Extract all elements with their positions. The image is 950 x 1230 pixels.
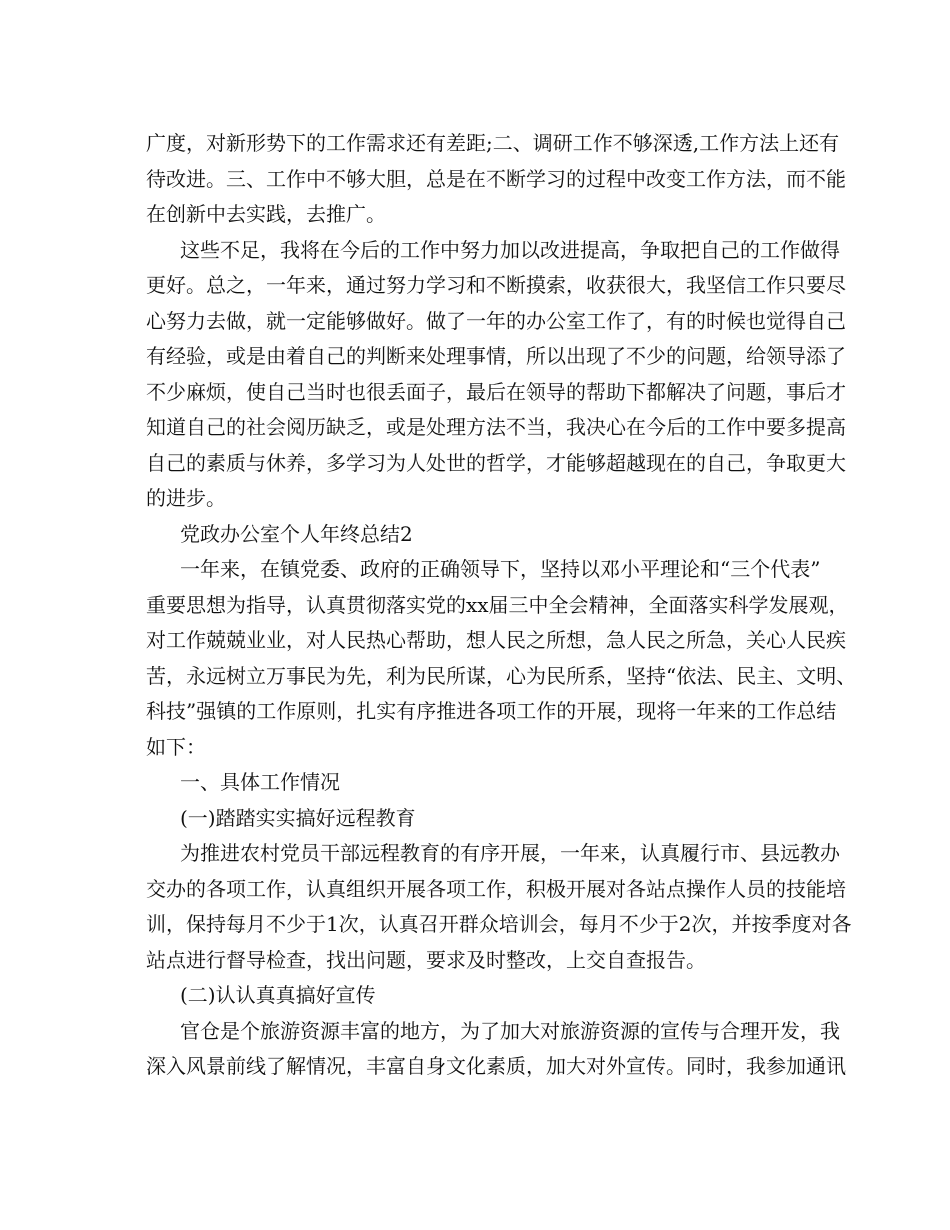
- text-line: 重要思想为指导，认真贯彻落实党的xx届三中全会精神，全面落实科学发展观，: [146, 592, 849, 617]
- text-line: 一、具体工作情况: [180, 770, 340, 794]
- text-line: 如下：: [146, 734, 206, 759]
- text-line: 广度，对新形势下的工作需求还有差距;二、调研工作不够深透,工作方法上还有: [146, 131, 840, 155]
- text-line: 科技”强镇的工作原则，扎实有序推进各项工作的开展，现将一年来的工作总结: [146, 699, 837, 723]
- text-line: 苦，永远树立万事民为先，利为民所谋，心为民所系，坚持“依法、民主、文明、: [146, 663, 857, 688]
- text-line: 不少麻烦，使自己当时也很丢面子，最后在领导的帮助下都解决了问题，事后才: [146, 379, 846, 404]
- text-line: 党政办公室个人年终总结2: [180, 521, 413, 546]
- text-line: 一年来，在镇党委、政府的正确领导下，坚持以邓小平理论和“三个代表”: [180, 557, 821, 581]
- text-line: 知道自己的社会阅历缺乏，或是处理方法不当，我决心在今后的工作中要多提高: [146, 415, 846, 439]
- text-line: 深入风景前线了解情况，丰富自身文化素质，加大对外宣传。同时，我参加通讯: [146, 1054, 846, 1078]
- document-body: [146, 126, 857, 1085]
- text-line: 这些不足，我将在今后的工作中努力加以改进提高，争取把自己的工作做得: [180, 237, 840, 262]
- text-line: 待改进。三、工作中不够大胆，总是在不断学习的过程中改变工作方法，而不能: [146, 166, 846, 191]
- text-line: 自己的素质与休养，多学习为人处世的哲学，才能够超越现在的自己，争取更大: [146, 450, 846, 475]
- text-line: 在创新中去实践，去推广。: [146, 202, 386, 226]
- text-line: 训，保持每月不少于1次，认真召开群众培训会，每月不少于2次，并按季度对各: [146, 912, 852, 936]
- text-line: 为推进农村党员干部远程教育的有序开展，一年来，认真履行市、县远教办: [180, 841, 840, 865]
- text-line: (一)踏踏实实搞好远程教育: [180, 805, 416, 830]
- text-line: (二)认认真真搞好宣传: [180, 983, 376, 1007]
- text-line: 交办的各项工作，认真组织开展各项工作，积极开展对各站点操作人员的技能培: [146, 876, 846, 901]
- text-line: 官仓是个旅游资源丰富的地方，为了加大对旅游资源的宣传与合理开发，我: [180, 1018, 840, 1043]
- text-line: 对工作兢兢业业，对人民热心帮助，想人民之所想，急人民之所急，关心人民疾: [146, 628, 846, 652]
- text-line: 有经验，或是由着自己的判断来处理事情，所以出现了不少的问题，给领导添了: [146, 344, 846, 368]
- text-line: 站点进行督导检查，找出问题，要求及时整改，上交自查报告。: [146, 947, 706, 972]
- text-line: 的进步。: [146, 486, 226, 510]
- text-line: 更好。总之，一年来，通过努力学习和不断摸索，收获很大，我坚信工作只要尽: [146, 273, 846, 297]
- text-line: 心努力去做，就一定能够做好。做了一年的办公室工作了，有的时候也觉得自己: [146, 308, 846, 333]
